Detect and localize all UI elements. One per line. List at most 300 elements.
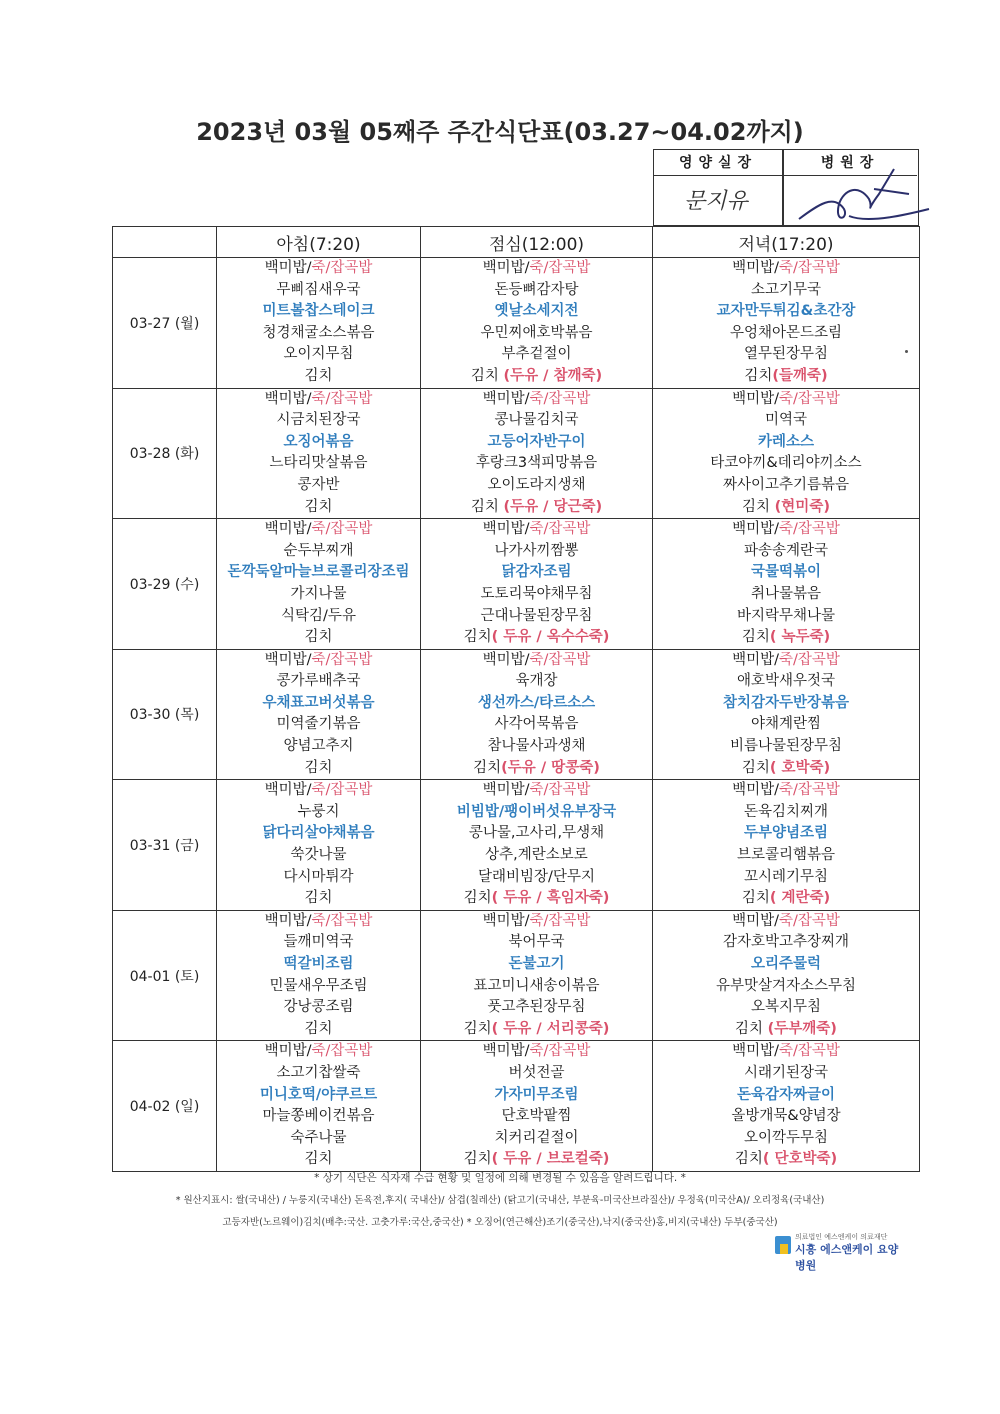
day-label: 03-27 (월) — [113, 258, 217, 389]
menu-item — [217, 475, 420, 497]
menu-item — [653, 736, 919, 758]
menu-item — [217, 888, 420, 910]
menu-item — [421, 1063, 652, 1085]
menu-item — [217, 1085, 420, 1107]
menu-item-text: 김치 — [463, 1020, 492, 1037]
menu-item-text: 김치 — [304, 1020, 333, 1037]
menu-item — [653, 344, 919, 366]
day-row — [113, 780, 920, 911]
menu-item-text: 닭다리살야채볶음 — [262, 825, 375, 842]
menu-item — [217, 258, 420, 280]
menu-item — [421, 671, 652, 693]
menu-item — [421, 1019, 652, 1041]
menu-item — [421, 541, 652, 563]
menu-item — [217, 301, 420, 323]
menu-item — [653, 650, 919, 672]
menu-item-text: 김치 — [742, 498, 775, 515]
menu-item-text: 김치 — [463, 629, 492, 646]
menu-item — [421, 714, 652, 736]
menu-item — [421, 650, 652, 672]
menu-item-text: 비름나물된장무침 — [729, 738, 843, 755]
menu-item-text: 죽/잡곡밥 — [778, 521, 840, 538]
menu-item-text: 꼬시레기무침 — [743, 868, 829, 885]
menu-item-text: 우채표고버섯볶음 — [262, 694, 375, 711]
menu-item-text: 파송송계란국 — [743, 542, 829, 559]
menu-item-text: (두유 / 참깨죽) — [503, 367, 603, 384]
meal-cell-dinner — [653, 910, 920, 1041]
hospital-logo — [775, 1232, 905, 1272]
menu-item-text: 김치 — [463, 1151, 492, 1168]
menu-item-text: ( 두유 / 흑임자죽) — [491, 890, 610, 907]
menu-item — [421, 453, 652, 475]
menu-item — [421, 519, 652, 541]
menu-item — [217, 1063, 420, 1085]
menu-item — [653, 366, 919, 388]
menu-item-text: 백미밥/ — [732, 1043, 779, 1060]
logo-subtitle: 의료법인 예스엔케이 의료재단 — [795, 1233, 888, 1241]
menu-item — [421, 867, 652, 889]
menu-item-text: 김치 — [473, 759, 502, 776]
menu-item — [653, 888, 919, 910]
menu-item — [217, 780, 420, 802]
menu-item-text: 백미밥/ — [482, 260, 530, 276]
menu-item — [217, 627, 420, 649]
menu-item-text: 백미밥/ — [264, 390, 312, 407]
menu-item-text: 누룽지 — [297, 803, 340, 820]
menu-item-text: 닭감자조림 — [501, 564, 572, 581]
day-label: 03-30 (목) — [113, 649, 217, 780]
menu-item-text: 야채계란찜 — [750, 716, 822, 733]
menu-item — [421, 888, 652, 910]
menu-item-text: 백미밥/ — [732, 651, 779, 668]
menu-item — [421, 301, 652, 323]
menu-item — [217, 976, 420, 998]
menu-item — [421, 389, 652, 411]
menu-item — [217, 280, 420, 302]
menu-item — [653, 976, 919, 998]
menu-item — [217, 584, 420, 606]
menu-item-text: 무삐짐새우국 — [276, 281, 361, 298]
menu-item-text: 단호박팥찜 — [501, 1108, 572, 1125]
menu-item — [653, 714, 919, 736]
menu-item — [653, 497, 919, 519]
page-title: 2023년 03월 05째주 주간식단표(03.27~04.02까지) — [196, 118, 804, 146]
menu-item — [653, 1063, 919, 1085]
speck — [905, 350, 908, 353]
menu-item-text: 콩나물김치국 — [494, 412, 579, 429]
menu-item-text: 백미밥/ — [264, 912, 312, 929]
menu-item-text: 콩자반 — [297, 476, 340, 493]
menu-item — [421, 736, 652, 758]
menu-item-text: 백미밥/ — [482, 782, 530, 799]
menu-item — [653, 1106, 919, 1128]
menu-item-text: (두유 / 땅콩죽) — [501, 759, 600, 776]
menu-item — [217, 671, 420, 693]
menu-item-text: 감자호박고추장찌개 — [722, 934, 850, 951]
menu-item-text: 백미밥/ — [732, 912, 779, 929]
menu-item — [653, 453, 919, 475]
menu-item-text: 김치 — [470, 367, 504, 384]
menu-item — [421, 1085, 652, 1107]
menu-item-text: 올방개묵&양념장 — [731, 1108, 841, 1125]
menu-item — [653, 475, 919, 497]
menu-item-text: 비빔밥/팽이버섯유부장국 — [456, 803, 617, 820]
menu-item-text: 교자만두튀김&초간장 — [716, 303, 856, 320]
meal-cell-dinner — [653, 258, 920, 389]
meal-cell-lunch — [421, 780, 653, 911]
menu-item-text: 식탁김/두유 — [281, 607, 356, 624]
menu-item-text: 백미밥/ — [482, 912, 530, 929]
menu-item-text: 사각어묵볶음 — [494, 716, 579, 733]
menu-item-text: 죽/잡곡밥 — [529, 912, 591, 929]
meal-cell-breakfast — [217, 388, 421, 519]
menu-item-text: ( 두유 / 브로컬죽) — [491, 1151, 610, 1168]
menu-item-text: 오리주물럭 — [750, 956, 822, 972]
menu-item — [653, 780, 919, 802]
meal-cell-lunch — [421, 258, 653, 389]
menu-item-text: 오복지무침 — [750, 999, 822, 1016]
menu-item-text: 콩나물,고사리,무생채 — [468, 825, 605, 842]
menu-item — [217, 736, 420, 758]
menu-item — [653, 932, 919, 954]
footer-origin-1: * 원산지표시: 쌀(국내산) / 누룽지(국내산) 돈육전,후지( 국내산)/ 삼겹(칠레산) (닭고기(국내산, 부분육-미국산브라질산)/ 우정육(미국산A)/ 오리정육(국내산) — [175, 1195, 825, 1206]
menu-item-text: 국물떡볶이 — [750, 564, 822, 581]
menu-item-text: 우민찌애호박볶음 — [480, 324, 593, 341]
menu-item — [421, 606, 652, 628]
menu-item — [421, 954, 652, 976]
day-row — [113, 910, 920, 1041]
menu-item — [217, 823, 420, 845]
menu-item-text: (현미죽) — [774, 498, 830, 515]
menu-item-text: 유부맛살겨자소스무침 — [715, 977, 857, 994]
menu-item — [421, 802, 652, 824]
menu-item-text: 강낭콩조림 — [283, 999, 354, 1016]
footer-notice: * 상기 식단은 식자재 수급 현황 및 일정에 의해 변경될 수 있음을 알려드립니다. * — [314, 1172, 686, 1184]
menu-item-text: 김치 — [744, 367, 773, 384]
approval-header-director: 병원장 — [783, 150, 917, 176]
menu-item-text: 소고기무국 — [750, 281, 822, 298]
menu-item — [217, 1128, 420, 1150]
menu-item-text: ( 두유 / 서리콩죽) — [491, 1020, 610, 1037]
meal-cell-breakfast — [217, 519, 421, 650]
meal-cell-breakfast — [217, 258, 421, 389]
menu-item — [421, 344, 652, 366]
menu-item-text: 죽/잡곡밥 — [311, 1043, 373, 1060]
day-row — [113, 519, 920, 650]
menu-item — [653, 280, 919, 302]
menu-item — [421, 562, 652, 584]
menu-item-text: 짜사이고추기름볶음 — [722, 476, 850, 493]
menu-item-text: 백미밥/ — [732, 782, 779, 799]
menu-item — [421, 280, 652, 302]
menu-item — [653, 823, 919, 845]
header-dinner: 저녁(17:20) — [653, 227, 920, 258]
day-label: 03-31 (금) — [113, 780, 217, 911]
menu-item-text: 김치 — [734, 1151, 763, 1168]
signature-director — [789, 164, 939, 234]
menu-item-text: 돈육김치찌개 — [743, 803, 829, 820]
menu-item-text: 두부양념조림 — [743, 825, 829, 842]
day-row — [113, 649, 920, 780]
menu-item — [217, 845, 420, 867]
logo-name: 시흥 에스앤케이 요양병원 — [795, 1243, 899, 1272]
menu-item — [421, 627, 652, 649]
menu-item — [217, 606, 420, 628]
day-label: 04-02 (일) — [113, 1041, 217, 1172]
menu-item-text: 가지나물 — [290, 585, 347, 602]
menu-item — [217, 650, 420, 672]
menu-item — [217, 432, 420, 454]
menu-item-text: 죽/잡곡밥 — [529, 651, 591, 668]
menu-item — [217, 519, 420, 541]
menu-item — [217, 997, 420, 1019]
menu-item — [217, 453, 420, 475]
menu-item-text: 상추,계란소보로 — [485, 847, 588, 864]
menu-item-text: 죽/잡곡밥 — [778, 782, 840, 799]
menu-item-text: 백미밥/ — [482, 390, 530, 407]
menu-item-text: 김치 — [463, 890, 492, 907]
menu-item-text: 백미밥/ — [482, 1043, 530, 1060]
menu-item-text: (두유 / 당근죽) — [503, 498, 603, 515]
menu-item-text: 김치 — [304, 1151, 333, 1168]
menu-item-text: ( 녹두죽) — [769, 629, 831, 646]
meal-cell-breakfast — [217, 910, 421, 1041]
meal-cell-dinner — [653, 649, 920, 780]
menu-item — [421, 693, 652, 715]
menu-item-text: 바지락무채나물 — [736, 607, 836, 624]
menu-item-text: 김치 — [741, 629, 770, 646]
menu-item-text: 북어무국 — [508, 934, 565, 951]
menu-item-text: 미역줄기볶음 — [276, 716, 361, 733]
menu-item-text: 죽/잡곡밥 — [311, 390, 373, 407]
menu-item — [653, 541, 919, 563]
menu-item — [421, 823, 652, 845]
menu-item — [421, 366, 652, 388]
day-row — [113, 1041, 920, 1172]
menu-item — [421, 258, 652, 280]
menu-item-text: 달래비빔장/단무지 — [478, 868, 595, 885]
menu-item — [217, 1149, 420, 1171]
menu-item-text: ( 단호박죽) — [762, 1151, 838, 1168]
menu-item — [653, 389, 919, 411]
menu-item-text: 표고미니새송이볶음 — [473, 977, 600, 994]
menu-item-text: 오이깍두무침 — [743, 1129, 829, 1146]
menu-item — [653, 410, 919, 432]
menu-item-text: 백미밥/ — [482, 521, 530, 538]
menu-item — [653, 802, 919, 824]
menu-item-text: 브로콜리햄볶음 — [736, 847, 836, 864]
menu-item-text: 시금치된장국 — [276, 412, 361, 429]
menu-item-text: 다시마튀각 — [283, 868, 354, 885]
menu-item — [217, 323, 420, 345]
menu-item-text: 죽/잡곡밥 — [311, 651, 373, 668]
menu-item — [217, 867, 420, 889]
menu-item — [421, 475, 652, 497]
menu-item-text: 죽/잡곡밥 — [778, 1043, 840, 1060]
menu-item-text: 돈등뼈감자탕 — [494, 281, 579, 298]
meal-cell-lunch — [421, 519, 653, 650]
menu-item — [217, 541, 420, 563]
menu-item — [421, 911, 652, 933]
menu-item — [217, 802, 420, 824]
header-row — [113, 227, 920, 258]
menu-item-text: 타코야끼&데리야끼소스 — [710, 455, 862, 472]
menu-item-text: 들깨미역국 — [283, 934, 354, 951]
menu-item-text: 순두부찌개 — [283, 542, 354, 559]
menu-item — [653, 1041, 919, 1063]
menu-item — [421, 780, 652, 802]
menu-item — [421, 1106, 652, 1128]
menu-item-text: 미역국 — [764, 412, 808, 429]
menu-item — [421, 1149, 652, 1171]
menu-item — [653, 606, 919, 628]
menu-item-text: 열무된장무침 — [743, 346, 829, 363]
header-breakfast: 아침(7:20) — [217, 227, 421, 258]
menu-item-text: 김치 — [304, 367, 333, 384]
meal-cell-breakfast — [217, 649, 421, 780]
menu-item-text: 김치 — [304, 890, 333, 907]
menu-item-text: (두부깨죽) — [767, 1020, 837, 1037]
menu-item — [421, 584, 652, 606]
menu-item — [653, 1019, 919, 1041]
menu-item-text: 참나물사과생채 — [487, 738, 586, 755]
menu-item-text: 카레소스 — [757, 433, 815, 450]
menu-item-text: 죽/잡곡밥 — [778, 260, 840, 276]
meal-cell-lunch — [421, 1041, 653, 1172]
menu-item-text: 옛날소세지전 — [494, 303, 579, 320]
header-blank — [113, 227, 217, 258]
menu-item-text: 김치 — [735, 1020, 768, 1037]
menu-item-text: 느타리맛살볶음 — [269, 455, 368, 472]
menu-item-text: 소고기찹쌀죽 — [276, 1064, 361, 1081]
menu-item — [653, 323, 919, 345]
menu-item-text: 후랑크3색피망볶음 — [475, 455, 598, 472]
menu-item-text: 죽/잡곡밥 — [778, 390, 840, 407]
menu-item-text: 치커리겉절이 — [494, 1129, 579, 1146]
menu-item-text: 숙주나물 — [290, 1129, 347, 1146]
menu-item-text: 육개장 — [515, 673, 558, 690]
menu-item-text: 쑥갓나물 — [290, 847, 347, 864]
meal-cell-lunch — [421, 649, 653, 780]
footer-origin-2: 고등자반(노르웨이)김치(배추:국산. 고춧가루:국산,중국산) * 오징어(연근해산)조기(중국산),낙지(중국산)홍,비지(국내산) 두부(중국산) — [222, 1217, 778, 1228]
menu-item-text: 돈불고기 — [508, 956, 565, 972]
menu-item-text: 버섯전골 — [508, 1064, 565, 1081]
menu-item — [653, 1149, 919, 1171]
menu-item — [421, 758, 652, 780]
menu-item-text: 우엉채아몬드조림 — [729, 324, 843, 341]
menu-item — [421, 432, 652, 454]
menu-item-text: 김치 — [304, 759, 333, 776]
day-label: 04-01 (토) — [113, 910, 217, 1041]
menu-item-text: 부추겉절이 — [501, 346, 572, 363]
menu-item-text: 백미밥/ — [732, 260, 779, 276]
menu-item-text: 죽/잡곡밥 — [529, 1043, 591, 1060]
approval-box — [653, 149, 919, 226]
menu-item-text: ( 호박죽) — [769, 759, 831, 776]
menu-item-text: 고등어자반구이 — [487, 433, 586, 450]
menu-item-text: 돈육감자짜글이 — [736, 1086, 836, 1103]
day-label: 03-29 (수) — [113, 519, 217, 650]
menu-item-text: 죽/잡곡밥 — [311, 782, 373, 799]
meal-cell-dinner — [653, 1041, 920, 1172]
menu-item — [217, 1019, 420, 1041]
menu-item — [421, 845, 652, 867]
day-row — [113, 388, 920, 519]
menu-item-text: 백미밥/ — [264, 1043, 312, 1060]
menu-item-text: 가자미무조림 — [494, 1086, 579, 1103]
menu-item — [217, 758, 420, 780]
menu-item — [217, 954, 420, 976]
menu-item-text: 김치 — [470, 498, 504, 515]
menu-item-text: 애호박새우젓국 — [736, 673, 836, 690]
menu-item — [653, 301, 919, 323]
menu-table — [112, 226, 920, 1172]
menu-item-text: 마늘쫑베이컨볶음 — [262, 1108, 375, 1125]
menu-item-text: 민물새우무조림 — [269, 977, 368, 994]
menu-item — [421, 932, 652, 954]
menu-item-text: 근대나물된장무침 — [480, 607, 593, 624]
menu-item-text: 백미밥/ — [482, 651, 530, 668]
menu-item — [217, 693, 420, 715]
menu-item-text: 떡갈비조림 — [283, 956, 354, 972]
menu-item — [421, 497, 652, 519]
menu-item — [421, 323, 652, 345]
menu-item-text: 오이도라지생채 — [487, 476, 586, 493]
menu-item-text: 죽/잡곡밥 — [311, 521, 373, 538]
meal-cell-dinner — [653, 780, 920, 911]
menu-item — [653, 758, 919, 780]
menu-item-text: 백미밥/ — [264, 521, 312, 538]
menu-item-text: 죽/잡곡밥 — [529, 782, 591, 799]
menu-item-text: 죽/잡곡밥 — [529, 521, 591, 538]
menu-item-text: 돈깍둑알마늘브로콜리장조림 — [227, 564, 410, 581]
menu-item-text: 도토리묵야채무침 — [480, 585, 593, 602]
menu-item — [421, 997, 652, 1019]
menu-item-text: 백미밥/ — [732, 521, 779, 538]
menu-item-text: 김치 — [304, 498, 333, 515]
menu-item-text: ( 두유 / 옥수수죽) — [491, 629, 610, 646]
menu-item — [217, 389, 420, 411]
menu-item-text: 백미밥/ — [264, 651, 312, 668]
meal-cell-dinner — [653, 388, 920, 519]
menu-item-text: 취나물볶음 — [750, 585, 822, 602]
menu-item — [217, 497, 420, 519]
menu-item — [653, 627, 919, 649]
menu-item-text: 김치 — [741, 890, 770, 907]
logo-mark-icon — [775, 1236, 791, 1254]
menu-item — [653, 867, 919, 889]
menu-item-text: 나가사끼짬뽕 — [494, 542, 579, 559]
menu-item — [217, 911, 420, 933]
menu-item — [217, 714, 420, 736]
menu-item — [217, 410, 420, 432]
menu-item — [653, 519, 919, 541]
menu-item-text: 죽/잡곡밥 — [311, 260, 373, 276]
menu-item — [653, 258, 919, 280]
menu-item — [653, 693, 919, 715]
menu-item — [217, 562, 420, 584]
menu-item-text: 참치감자두반장볶음 — [722, 694, 850, 711]
menu-item-text: ( 계란죽) — [769, 890, 831, 907]
approval-header-nutrition: 영양실장 — [654, 150, 783, 176]
meal-cell-breakfast — [217, 1041, 421, 1172]
menu-item — [217, 344, 420, 366]
menu-item — [421, 1128, 652, 1150]
menu-item-text: 백미밥/ — [264, 782, 312, 799]
menu-item — [217, 1106, 420, 1128]
menu-item — [217, 366, 420, 388]
menu-item — [653, 671, 919, 693]
